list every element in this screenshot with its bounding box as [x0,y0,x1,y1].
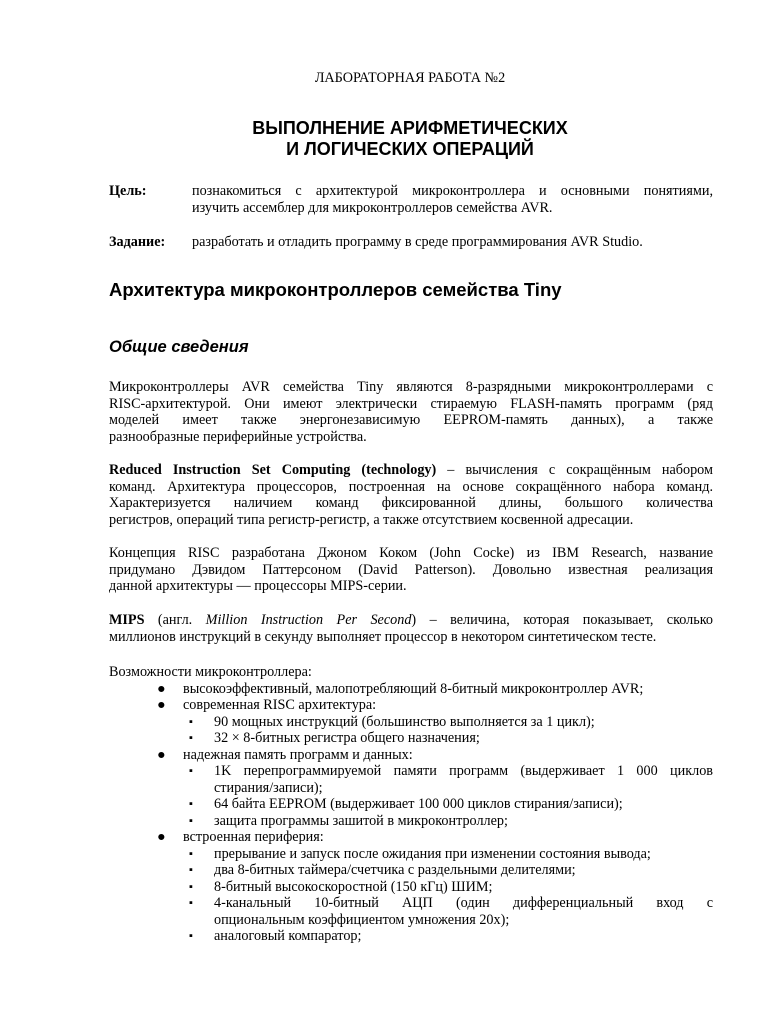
paragraph-line: RISC-архитектурой. Они имеют электрически стираемую FLASH-память программ (ряд [109,395,713,412]
paragraph-line: Характеризуется наличием команд фиксированной длины, большого количества [109,495,713,511]
paragraph-line: команд. Архитектура процессоров, построенная на основе сокращённого набора команд. [109,478,713,495]
lab-title: ЛАБОРАТОРНАЯ РАБОТА №2 [314,70,506,86]
goal-line-2: изучить ассемблер для микроконтроллеров семейства AVR. [192,199,553,216]
list-item-text: современная RISC архитектура: [183,697,377,713]
list-item-line: опциональным коэффициентом умножения 20x); [214,911,510,928]
list-item-text: защита программы зашитой в микроконтроллер; [214,812,508,829]
task-text [192,234,713,251]
list-item-text: 32 × 8-битных регистра общего назначения; [214,730,480,746]
paragraph-line: миллионов инструкций в секунду выполняет процессор в некотором синтетическом тесте. [109,628,657,645]
square-bullet-icon: ▪ [189,715,193,728]
bullet-icon: ● [157,746,166,763]
paragraph-line: регистров, операций типа регистр-регистр, а также отсутствием косвенной адресации. [109,511,634,528]
sub-list-item [109,763,713,796]
page-title [0,118,768,160]
features-intro-text: Возможности микроконтроллера: [109,664,312,680]
goal-line-1: познакомиться с архитектурой микроконтроллера и основными понятиями, [192,183,713,199]
square-bullet-icon: ▪ [189,930,193,942]
square-bullet-icon: ▪ [189,897,193,909]
risc-term: Reduced Instruction Set Computing (technology) [109,462,437,478]
sub-list-item [109,796,713,813]
paragraph-line [109,462,713,479]
mips-pre: (англ. [144,612,206,628]
list-item-line: стирания/записи); [214,779,323,796]
paragraph-line: Микроконтроллеры AVR семейства Tiny являются 8-разрядными микроконтроллерами с [109,379,713,395]
sub-list-item [109,879,713,896]
features-intro [109,664,713,681]
list-item [109,681,713,698]
list-item-text [214,895,713,928]
list-item [109,697,713,714]
paragraph-line: Концепция RISC разработана Джоном Коком (John Cocke) из IBM Research, название [109,545,713,561]
square-bullet-icon: ▪ [189,814,193,827]
sub-list-item [109,730,713,747]
sub-list-item [109,714,713,731]
paragraph-line: разнообразные периферийные устройства. [109,428,367,445]
title-line-1: ВЫПОЛНЕНИЕ АРИФМЕТИЧЕСКИХ [252,118,568,138]
paragraph-mips [109,612,713,645]
sub-list-item [109,846,713,863]
sub-list-item [109,928,713,945]
mips-term: MIPS [109,612,145,628]
list-item-text: аналоговый компаратор; [214,928,362,944]
paragraph-risc-history [109,545,713,595]
list-item-text: высокоэффективный, малопотребляющий 8-битный микроконтроллер AVR; [183,680,644,697]
risc-term-rest: – вычисления с сокращённым набором [436,462,713,478]
square-bullet-icon: ▪ [189,880,193,893]
goal-label: Цель: [109,183,147,199]
list-item-text [214,763,713,796]
paragraph-line: моделей имеет также энергонезависимую EEPROM-память данных), а также [109,412,713,428]
list-item-line: 4-канальный 10-битный АЦП (один дифференциальный вход с [214,895,713,911]
square-bullet-icon: ▪ [189,765,193,777]
list-item [109,829,713,846]
sub-list-item [109,862,713,879]
square-bullet-icon: ▪ [189,798,193,810]
square-bullet-icon: ▪ [189,847,193,860]
bullet-icon: ● [157,680,166,697]
list-item-text: 8-битный высокоскоростной (150 кГц) ШИМ; [214,878,493,895]
paragraph-risc-definition [109,462,713,528]
list-item-text: два 8-битных таймера/счетчика с раздельными делителями; [214,862,576,878]
paragraph-line [109,612,713,629]
features-list [109,664,713,945]
list-item-text: надежная память программ и данных: [183,746,413,763]
list-item-text: прерывание и запуск после ожидания при изменении состояния вывода; [214,845,651,862]
list-item-text: встроенная периферия: [183,829,324,845]
square-bullet-icon: ▪ [189,864,193,876]
task-line: разработать и отладить программу в среде программирования AVR Studio. [192,234,643,250]
bullet-icon: ● [157,697,166,713]
bullet-icon: ● [157,829,166,845]
title-line-2: И ЛОГИЧЕСКИХ ОПЕРАЦИЙ [286,139,534,159]
list-item-text: 64 байта EEPROM (выдерживает 100 000 циклов стирания/записи); [214,796,623,812]
mips-post: ) – величина, которая показывает, сколько [411,612,713,628]
list-item [109,747,713,764]
sub-list-item [109,813,713,830]
list-item-text: 90 мощных инструкций (большинство выполняется за 1 цикл); [214,713,595,730]
paragraph-line: придумано Дэвидом Паттерсоном (David Patterson). Довольно известная реализация [109,561,713,578]
paragraph-avr-tiny [109,379,713,445]
task-label: Задание: [109,234,166,250]
section-heading: Архитектура микроконтроллеров семейства Tiny [109,279,562,300]
paragraph-line: данной архитектуры — процессоры MIPS-серии. [109,578,407,594]
square-bullet-icon: ▪ [189,732,193,744]
goal-text [192,183,713,216]
mips-expansion: Million Instruction Per Second [205,612,412,628]
subsection-heading: Общие сведения [109,338,249,356]
sub-list-item [109,895,713,928]
list-item-line: 1K перепрограммируемой памяти программ (выдерживает 1 000 циклов [214,763,713,779]
